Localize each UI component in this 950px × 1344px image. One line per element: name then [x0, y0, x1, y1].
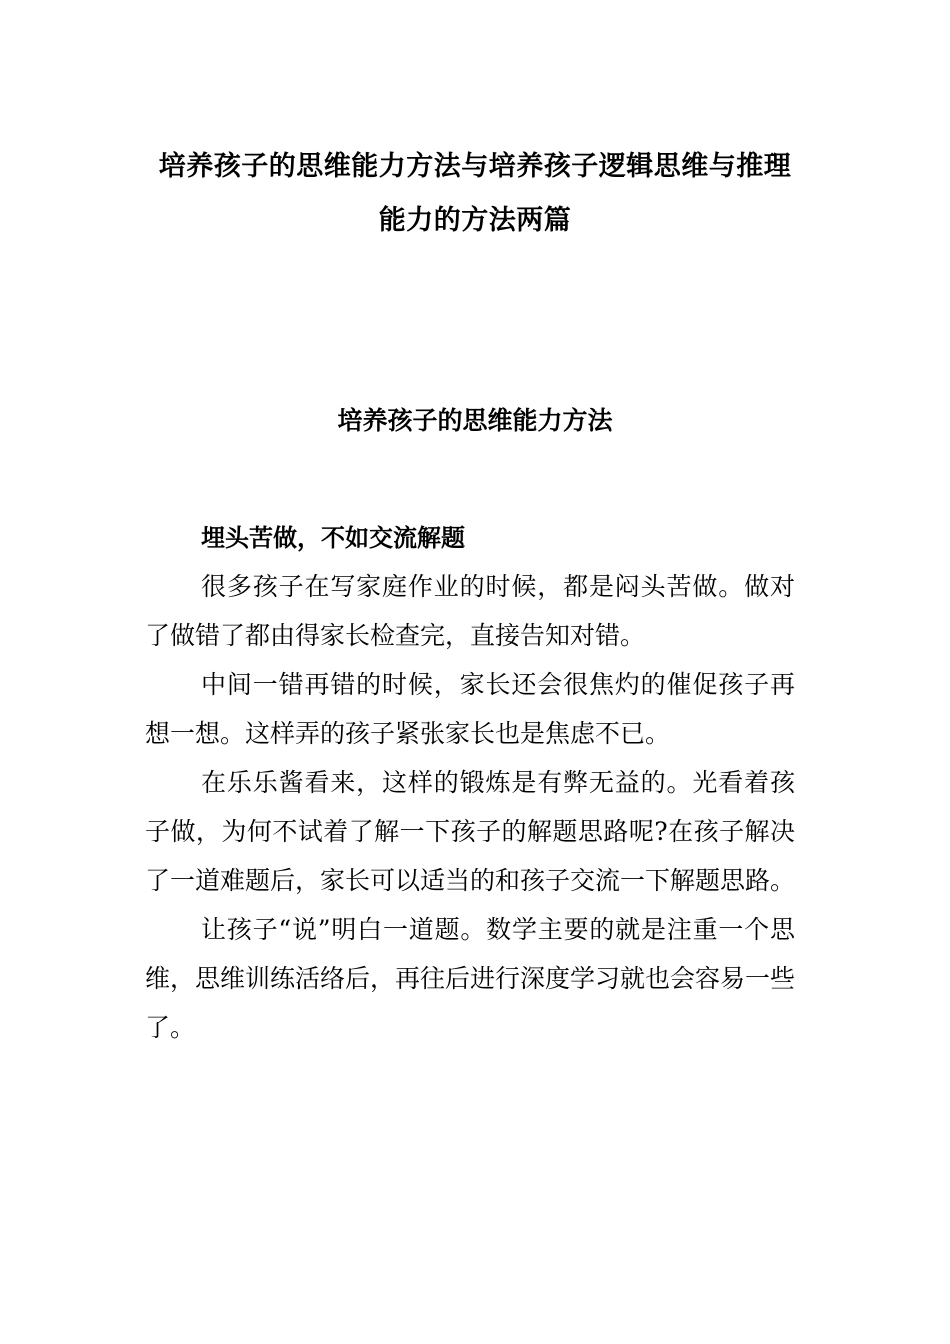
paragraph-4: 让孩子“说”明白一道题。数学主要的就是注重一个思维，思维训练活络后，再往后进行深度学习就也会容易一些了。: [145, 915, 796, 1042]
document-title-line-2: 能力的方法两篇: [378, 205, 572, 236]
document-title: [145, 140, 805, 248]
body-text: [145, 514, 795, 1052]
paragraph-1: 很多孩子在写家庭作业的时候，都是闷头苦做。做对了做错了都由得家长检查完，直接告知对错。: [145, 572, 795, 650]
subheading: 埋头苦做，不如交流解题: [201, 524, 465, 552]
document-title-line-1: 培养孩子的思维能力方法与培养孩子逻辑思维与推理: [158, 151, 792, 182]
paragraph-2: 中间一错再错的时候，家长还会很焦灼的催促孩子再想一想。这样弄的孩子紧张家长也是焦虑不已。: [145, 670, 795, 748]
section-heading: 培养孩子的思维能力方法: [337, 406, 613, 435]
paragraph-3: 在乐乐酱看来，这样的锻炼是有弊无益的。光看着孩子做，为何不试着了解一下孩子的解题思路呢?在孩子解决了一道难题后，家长可以适当的和孩子交流一下解题思路。: [145, 768, 796, 895]
